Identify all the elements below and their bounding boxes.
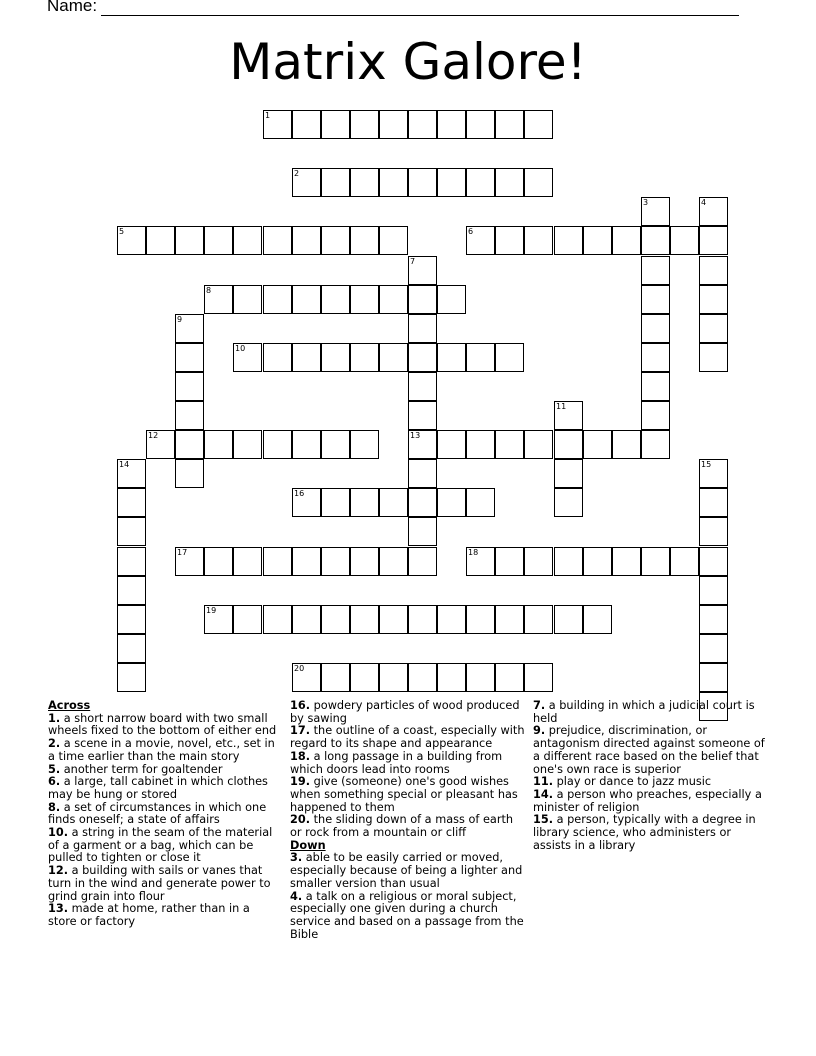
clue-number-label: 8.	[48, 800, 61, 814]
clue-column-3	[533, 700, 768, 852]
clue-number-label: 16.	[290, 699, 311, 712]
grid-cell[interactable]	[437, 110, 466, 139]
grid-cell[interactable]	[524, 110, 553, 139]
grid-cell[interactable]	[175, 314, 204, 343]
clue-number: 17	[177, 548, 188, 557]
grid-cell[interactable]	[670, 547, 699, 576]
grid-cell[interactable]	[437, 430, 466, 459]
grid-cell[interactable]	[466, 547, 495, 576]
grid-cell[interactable]	[321, 226, 350, 255]
grid-cell[interactable]	[204, 605, 233, 634]
clue-text: a long passage in a building from which doors lead into rooms	[290, 749, 503, 776]
grid-cell[interactable]	[117, 488, 146, 517]
grid-cell[interactable]	[292, 343, 321, 372]
grid-cell[interactable]	[466, 110, 495, 139]
grid-cell[interactable]	[321, 285, 350, 314]
grid-cell[interactable]	[699, 285, 728, 314]
grid-cell[interactable]	[204, 547, 233, 576]
grid-cell[interactable]	[699, 459, 728, 488]
grid-cell[interactable]	[495, 110, 524, 139]
grid-cell[interactable]	[612, 430, 641, 459]
grid-cell[interactable]	[321, 430, 350, 459]
clue-across	[290, 776, 525, 814]
grid-cell[interactable]	[117, 517, 146, 546]
grid-cell[interactable]	[641, 197, 670, 226]
grid-cell[interactable]	[437, 605, 466, 634]
grid-cell[interactable]	[524, 168, 553, 197]
grid-cell[interactable]	[263, 226, 292, 255]
grid-cell[interactable]	[350, 605, 379, 634]
clue-across	[290, 751, 525, 776]
grid-cell[interactable]	[408, 547, 437, 576]
grid-cell[interactable]	[321, 488, 350, 517]
grid-cell[interactable]	[379, 285, 408, 314]
clue-column-1	[48, 700, 278, 929]
grid-cell[interactable]	[437, 663, 466, 692]
grid-cell[interactable]	[350, 285, 379, 314]
grid-cell[interactable]	[175, 226, 204, 255]
grid-cell[interactable]	[408, 488, 437, 517]
grid-cell[interactable]	[292, 547, 321, 576]
grid-cell[interactable]	[699, 226, 728, 255]
grid-cell[interactable]	[175, 459, 204, 488]
clue-text: a string in the seam of the material of a garment or a bag, which can be pulled to tighten or close it	[48, 826, 273, 865]
grid-cell[interactable]	[699, 547, 728, 576]
clue-number-label: 1.	[48, 711, 61, 725]
across-heading: Across	[48, 699, 91, 712]
grid-cell[interactable]	[263, 110, 292, 139]
clue-column-2	[290, 700, 525, 941]
grid-cell[interactable]	[495, 605, 524, 634]
clue-number: 1	[265, 111, 271, 120]
clue-number-label: 20.	[290, 813, 311, 827]
clue-number: 13	[410, 431, 421, 440]
clue-text: a large, tall cabinet in which clothes may be hung or stored	[48, 775, 268, 801]
grid-cell[interactable]	[641, 285, 670, 314]
grid-cell[interactable]	[263, 285, 292, 314]
clue-number: 18	[468, 548, 479, 557]
clue-text: the sliding down of a mass of earth or rock from a mountain or cliff	[290, 813, 514, 840]
grid-cell[interactable]	[699, 576, 728, 605]
grid-cell[interactable]	[408, 285, 437, 314]
clue-number: 16	[294, 489, 305, 498]
grid-cell[interactable]	[321, 343, 350, 372]
name-label: Name:	[47, 0, 98, 15]
clue-across	[290, 814, 525, 839]
clue-number: 3	[643, 198, 649, 207]
grid-cell[interactable]	[641, 314, 670, 343]
clue-across	[290, 700, 525, 725]
clue-across	[48, 802, 278, 827]
grid-cell[interactable]	[699, 517, 728, 546]
clue-number: 15	[701, 460, 712, 469]
grid-cell[interactable]	[554, 430, 583, 459]
grid-cell[interactable]	[641, 343, 670, 372]
grid-cell[interactable]	[233, 343, 262, 372]
grid-cell[interactable]	[379, 168, 408, 197]
grid-cell[interactable]	[437, 285, 466, 314]
grid-cell[interactable]	[204, 430, 233, 459]
grid-cell[interactable]	[379, 663, 408, 692]
grid-cell[interactable]	[554, 401, 583, 430]
grid-cell[interactable]	[379, 605, 408, 634]
grid-cell[interactable]	[292, 663, 321, 692]
grid-cell[interactable]	[408, 168, 437, 197]
clue-number-label: 14.	[533, 787, 554, 801]
grid-cell[interactable]	[466, 663, 495, 692]
grid-cell[interactable]	[175, 547, 204, 576]
grid-cell[interactable]	[146, 430, 175, 459]
grid-cell[interactable]	[321, 663, 350, 692]
clue-down	[290, 852, 525, 890]
grid-cell[interactable]	[379, 226, 408, 255]
clue-text: a talk on a religious or moral subject, especially one given during a church service and based on a passage from the Bible	[290, 889, 524, 941]
clue-number: 4	[701, 198, 707, 207]
grid-cell[interactable]	[466, 226, 495, 255]
grid-cell[interactable]	[495, 547, 524, 576]
grid-cell[interactable]	[233, 430, 262, 459]
clue-number: 20	[294, 664, 305, 673]
clue-number-label: 13.	[48, 902, 69, 916]
grid-cell[interactable]	[292, 605, 321, 634]
grid-cell[interactable]	[495, 226, 524, 255]
grid-cell[interactable]	[495, 343, 524, 372]
grid-cell[interactable]	[175, 430, 204, 459]
grid-cell[interactable]	[554, 547, 583, 576]
clue-number-label: 7.	[533, 699, 546, 712]
clue-text: another term for goaltender	[63, 762, 223, 776]
grid-cell[interactable]	[524, 226, 553, 255]
clue-number-label: 4.	[290, 889, 303, 903]
grid-cell[interactable]	[263, 343, 292, 372]
clue-across	[290, 725, 525, 750]
grid-cell[interactable]	[204, 285, 233, 314]
grid-cell[interactable]	[699, 197, 728, 226]
grid-cell[interactable]	[641, 547, 670, 576]
grid-cell[interactable]	[350, 168, 379, 197]
grid-cell[interactable]	[146, 226, 175, 255]
grid-cell[interactable]	[554, 459, 583, 488]
grid-cell[interactable]	[408, 459, 437, 488]
clue-text: play or dance to jazz music	[556, 775, 712, 789]
clue-text: a building with sails or vanes that turn in the wind and generate power to grind grain into flour	[48, 864, 271, 903]
grid-cell[interactable]	[350, 547, 379, 576]
grid-cell[interactable]	[408, 372, 437, 401]
grid-cell[interactable]	[699, 256, 728, 285]
clue-text: a set of circumstances in which one finds oneself; a state of affairs	[48, 800, 267, 827]
clue-text: able to be easily carried or moved, especially because of being a lighter and smaller version than usual	[290, 851, 523, 890]
clue-text: a building in which a judicial court is held	[533, 699, 755, 725]
grid-cell[interactable]	[495, 663, 524, 692]
grid-cell[interactable]	[408, 605, 437, 634]
clue-number: 10	[235, 344, 246, 353]
clue-number-label: 19.	[290, 775, 311, 789]
clue-number: 12	[148, 431, 159, 440]
clue-down	[533, 789, 768, 814]
grid-cell[interactable]	[641, 401, 670, 430]
grid-cell[interactable]	[175, 343, 204, 372]
grid-cell[interactable]	[408, 110, 437, 139]
grid-cell[interactable]	[350, 343, 379, 372]
clue-across	[48, 865, 278, 903]
grid-cell[interactable]	[263, 605, 292, 634]
clue-number-label: 3.	[290, 851, 303, 865]
grid-cell[interactable]	[641, 226, 670, 255]
grid-cell[interactable]	[292, 110, 321, 139]
grid-cell[interactable]	[379, 343, 408, 372]
grid-cell[interactable]	[321, 168, 350, 197]
grid-cell[interactable]	[408, 401, 437, 430]
grid-cell[interactable]	[699, 605, 728, 634]
clue-across	[48, 903, 278, 928]
grid-cell[interactable]	[117, 226, 146, 255]
grid-cell[interactable]	[175, 372, 204, 401]
grid-cell[interactable]	[350, 430, 379, 459]
grid-cell[interactable]	[350, 663, 379, 692]
grid-cell[interactable]	[554, 605, 583, 634]
grid-cell[interactable]	[117, 663, 146, 692]
grid-cell[interactable]	[554, 226, 583, 255]
grid-cell[interactable]	[292, 226, 321, 255]
grid-cell[interactable]	[583, 605, 612, 634]
clue-number: 14	[119, 460, 130, 469]
clue-text: powdery particles of wood produced by sawing	[290, 699, 520, 725]
grid-cell[interactable]	[524, 663, 553, 692]
clue-number-label: 17.	[290, 724, 311, 738]
clue-text: a person who preaches, especially a minister of religion	[533, 787, 762, 814]
grid-cell[interactable]	[670, 226, 699, 255]
grid-cell[interactable]	[466, 605, 495, 634]
clue-number-label: 6.	[48, 775, 61, 789]
grid-cell[interactable]	[233, 605, 262, 634]
down-heading: Down	[290, 838, 326, 852]
clue-down	[290, 891, 525, 942]
grid-cell[interactable]	[699, 488, 728, 517]
grid-cell[interactable]	[204, 226, 233, 255]
clue-number-label: 12.	[48, 864, 69, 878]
grid-cell[interactable]	[612, 226, 641, 255]
grid-cell[interactable]	[263, 430, 292, 459]
grid-cell[interactable]	[408, 430, 437, 459]
grid-cell[interactable]	[641, 372, 670, 401]
grid-cell[interactable]	[321, 110, 350, 139]
grid-cell[interactable]	[699, 663, 728, 692]
grid-cell[interactable]	[350, 226, 379, 255]
grid-cell[interactable]	[263, 547, 292, 576]
clue-text: the outline of a coast, especially with regard to its shape and appearance	[290, 724, 525, 751]
grid-cell[interactable]	[117, 459, 146, 488]
grid-cell[interactable]	[379, 488, 408, 517]
clue-across	[48, 776, 278, 801]
clue-across	[48, 827, 278, 865]
grid-cell[interactable]	[699, 314, 728, 343]
clue-number-label: 5.	[48, 762, 61, 776]
clue-text: give (someone) one's good wishes when something special or pleasant has happened to them	[290, 775, 518, 814]
grid-cell[interactable]	[379, 110, 408, 139]
clue-number: 11	[556, 402, 567, 411]
clue-number-label: 10.	[48, 826, 69, 840]
clue-number-label: 11.	[533, 775, 554, 789]
grid-cell[interactable]	[117, 634, 146, 663]
grid-cell[interactable]	[292, 430, 321, 459]
grid-cell[interactable]	[350, 488, 379, 517]
grid-cell[interactable]	[495, 168, 524, 197]
grid-cell[interactable]	[466, 343, 495, 372]
grid-cell[interactable]	[117, 547, 146, 576]
grid-cell[interactable]	[321, 605, 350, 634]
clue-number: 19	[206, 606, 217, 615]
grid-cell[interactable]	[408, 314, 437, 343]
grid-cell[interactable]	[117, 605, 146, 634]
clue-down	[533, 700, 768, 725]
grid-cell[interactable]	[699, 343, 728, 372]
clue-number-label: 2.	[48, 737, 61, 751]
grid-cell[interactable]	[554, 488, 583, 517]
grid-cell[interactable]	[175, 401, 204, 430]
clue-number: 7	[410, 257, 416, 266]
clue-number: 2	[294, 169, 300, 178]
grid-cell[interactable]	[117, 576, 146, 605]
grid-cell[interactable]	[641, 430, 670, 459]
clue-down	[533, 814, 768, 852]
grid-cell[interactable]	[233, 285, 262, 314]
grid-cell[interactable]	[641, 256, 670, 285]
grid-cell[interactable]	[379, 547, 408, 576]
grid-cell[interactable]	[583, 430, 612, 459]
clue-number: 9	[177, 315, 183, 324]
clue-down	[533, 725, 768, 776]
grid-cell[interactable]	[437, 168, 466, 197]
clue-number-label: 18.	[290, 749, 311, 763]
grid-cell[interactable]	[466, 430, 495, 459]
grid-cell[interactable]	[292, 488, 321, 517]
clue-across	[48, 738, 278, 763]
grid-cell[interactable]	[350, 110, 379, 139]
clue-text: a short narrow board with two small wheels fixed to the bottom of either end	[48, 711, 277, 738]
grid-cell[interactable]	[699, 634, 728, 663]
grid-cell[interactable]	[408, 663, 437, 692]
grid-cell[interactable]	[233, 547, 262, 576]
clue-text: made at home, rather than in a store or factory	[48, 902, 250, 928]
grid-cell[interactable]	[408, 517, 437, 546]
grid-cell[interactable]	[466, 168, 495, 197]
clue-text: a person, typically with a degree in library science, who administers or assists in a library	[533, 813, 756, 852]
grid-cell[interactable]	[292, 285, 321, 314]
grid-cell[interactable]	[583, 226, 612, 255]
grid-cell[interactable]	[408, 256, 437, 285]
clue-number: 6	[468, 227, 474, 236]
grid-cell[interactable]	[408, 343, 437, 372]
clue-across	[48, 713, 278, 738]
grid-cell[interactable]	[524, 430, 553, 459]
grid-cell[interactable]	[583, 547, 612, 576]
grid-cell[interactable]	[524, 605, 553, 634]
grid-cell[interactable]	[437, 488, 466, 517]
grid-cell[interactable]	[321, 547, 350, 576]
grid-cell[interactable]	[612, 547, 641, 576]
grid-cell[interactable]	[437, 343, 466, 372]
clue-number-label: 15.	[533, 813, 554, 827]
grid-cell[interactable]	[292, 168, 321, 197]
grid-cell[interactable]	[466, 488, 495, 517]
clue-number: 5	[119, 227, 125, 236]
grid-cell[interactable]	[524, 547, 553, 576]
puzzle-title: Matrix Galore!	[229, 33, 587, 91]
clue-text: prejudice, discrimination, or antagonism directed against someone of a different race based on the belief that one's own race is superior	[533, 724, 765, 776]
clue-text: a scene in a movie, novel, etc., set in a time earlier than the main story	[48, 737, 275, 763]
clue-number: 8	[206, 286, 212, 295]
grid-cell[interactable]	[495, 430, 524, 459]
grid-cell[interactable]	[233, 226, 262, 255]
clue-number-label: 9.	[533, 724, 546, 738]
